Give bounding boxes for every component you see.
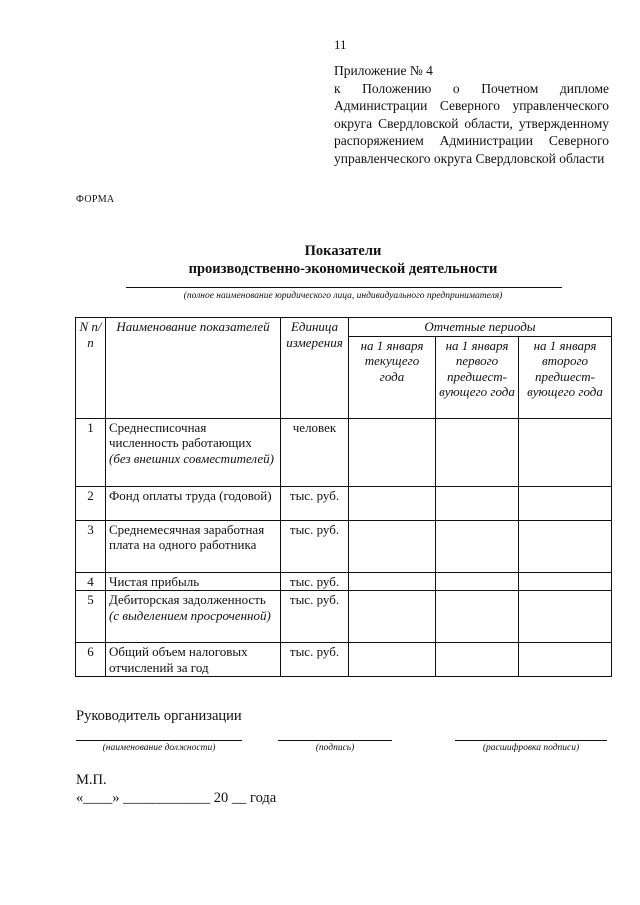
document-heading	[76, 242, 610, 278]
value-cell[interactable]	[349, 643, 436, 677]
header-periods: Отчетные периоды	[349, 318, 612, 337]
value-cell[interactable]	[349, 572, 436, 591]
row-name-note: (с выделением просроченной)	[109, 607, 271, 623]
value-cell[interactable]	[519, 572, 612, 591]
value-cell[interactable]	[349, 520, 436, 572]
appendix-text: к Положению о Почетном дипломе Администрации Северного управленческого округа Свердловской области, утвержденному распоряжением Администрации Северного управленческого округа Свердловской области	[334, 80, 609, 166]
row-name: Фонд оплаты труда (годовой)	[106, 486, 281, 520]
table-row	[76, 486, 612, 520]
row-num: 5	[76, 591, 106, 643]
row-unit: тыс. руб.	[281, 643, 349, 677]
row-num: 3	[76, 520, 106, 572]
value-cell[interactable]	[519, 418, 612, 486]
position-line[interactable]	[76, 740, 242, 741]
value-cell[interactable]	[436, 418, 519, 486]
value-cell[interactable]	[436, 520, 519, 572]
row-name-note: (без внешних совместителей)	[109, 450, 275, 466]
row-unit: человек	[281, 418, 349, 486]
header-period-current: на 1 января текущего года	[349, 336, 436, 418]
appendix-title: Приложение № 4	[334, 63, 433, 78]
appendix-block	[334, 62, 609, 167]
row-num: 2	[76, 486, 106, 520]
value-cell[interactable]	[519, 591, 612, 643]
table-row	[76, 520, 612, 572]
value-cell[interactable]	[436, 572, 519, 591]
value-cell[interactable]	[349, 486, 436, 520]
date-line: «____» ____________ 20 __ года	[76, 790, 277, 806]
heading-line-2: производственно-экономической деятельности	[188, 261, 498, 277]
signature-caption: (подпись)	[315, 743, 355, 753]
manager-label: Руководитель организации	[76, 708, 242, 724]
row-name: Общий объем налоговых отчислений за год	[106, 643, 281, 677]
value-cell[interactable]	[436, 643, 519, 677]
entity-name-line	[126, 287, 562, 288]
table-row	[76, 643, 612, 677]
header-period-first-prev: на 1 января первого предшест-вующего года	[436, 336, 519, 418]
row-num: 1	[76, 418, 106, 486]
value-cell[interactable]	[349, 591, 436, 643]
heading-line-1: Показатели	[304, 243, 382, 259]
row-name	[106, 418, 281, 486]
form-label: ФОРМА	[76, 194, 115, 205]
row-name: Чистая прибыль	[106, 572, 281, 591]
header-period-second-prev: на 1 января второго предшест-вующего года	[519, 336, 612, 418]
position-caption: (наименование должности)	[102, 743, 216, 753]
row-unit: тыс. руб.	[281, 486, 349, 520]
value-cell[interactable]	[519, 643, 612, 677]
header-unit: Единица измерения	[281, 318, 349, 419]
header-name: Наименование показателей	[106, 318, 281, 419]
row-num: 4	[76, 572, 106, 591]
value-cell[interactable]	[436, 486, 519, 520]
row-name-text: Среднесписочная численность работающих	[109, 419, 252, 450]
table-row	[76, 418, 612, 486]
entity-caption: (полное наименование юридического лица, индивидуального предпринимателя)	[183, 291, 503, 301]
row-unit: тыс. руб.	[281, 572, 349, 591]
row-name: Среднемесячная заработная плата на одного работника	[106, 520, 281, 572]
indicators-table	[75, 317, 612, 677]
row-num: 6	[76, 643, 106, 677]
row-unit: тыс. руб.	[281, 591, 349, 643]
row-name-text: Дебиторская задолженность	[109, 592, 266, 607]
table-row	[76, 572, 612, 591]
stamp-label: М.П.	[76, 772, 107, 788]
value-cell[interactable]	[519, 520, 612, 572]
value-cell[interactable]	[436, 591, 519, 643]
signature-line[interactable]	[278, 740, 392, 741]
value-cell[interactable]	[519, 486, 612, 520]
row-name	[106, 591, 281, 643]
value-cell[interactable]	[349, 418, 436, 486]
page-number: 11	[334, 37, 347, 52]
header-num: N п/п	[76, 318, 106, 419]
decoding-caption: (расшифровка подписи)	[482, 743, 580, 753]
table-row	[76, 591, 612, 643]
decoding-line[interactable]	[455, 740, 607, 741]
row-unit: тыс. руб.	[281, 520, 349, 572]
